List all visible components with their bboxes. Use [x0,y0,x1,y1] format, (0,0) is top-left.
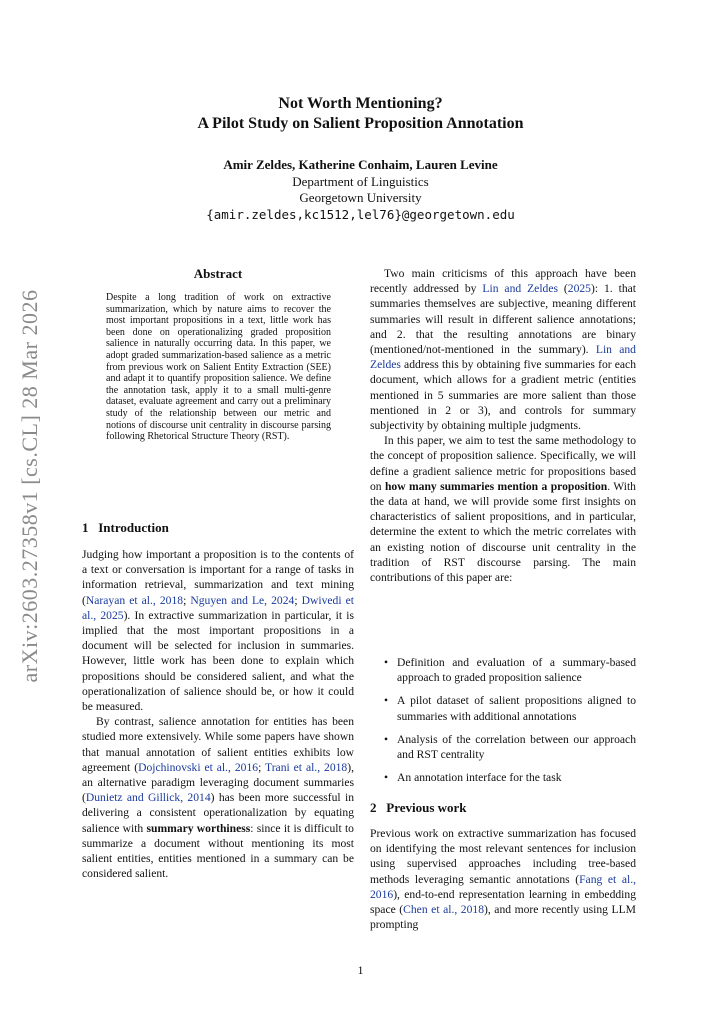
citation-link[interactable]: Dojchinovski et al., 2016 [138,760,259,774]
list-item: • A pilot dataset of salient propositions aligned to summaries with additional annotations [384,693,636,723]
section-number: 2 [370,800,377,815]
bold-term: summary worthiness [146,821,251,835]
list-item: • Analysis of the correlation between our approach and RST centrality [384,732,636,762]
citation-link[interactable]: Trani et al., 2018 [265,760,348,774]
previous-work-text [370,826,636,932]
previous-paragraph-1 [370,826,636,932]
text-run: ; [294,593,302,607]
intro-paragraph-2 [82,714,354,881]
section-number: 1 [82,520,89,535]
section-title: Introduction [98,520,169,535]
text-run: ; [258,760,266,774]
paper-title-line-2: A Pilot Study on Salient Proposition Annotation [197,115,524,132]
affiliation-department: Department of Linguistics [292,174,429,189]
text-run: ). In extractive summarization in particular, it is implied that the most important propositions in a document will be selected for inclusion in summaries. However, little work has been done to explain which propositions should be considered salient, and what the operationalization of salience should be, or how it could be measured. [82,608,355,714]
text-run: ) has been more successful in delivering a consistent operationalization by equating salience with [82,791,355,835]
arxiv-identifier-stamp: arXiv:2603.27358v1 [cs.CL] 28 Mar 2026 [17,289,42,683]
abstract-body: Despite a long tradition of work on extractive summarization, which by nature aims to recover the most important propositions in a text, little work has been done on operationalizing graded proposition salience in naturally occurring data. In this paper, we adopt graded summarization-based salience as a metric from previous work on Salient Entity Extraction (SEE) and adapt it to quantify proposition salience. We define the annotation task, apply it to a small multi-genre dataset, evaluate agreement and carry out a preliminary study of the relationship between our metric and notions of discourse unit centrality in discourse parsing following Rhetorical Structure Theory (RST). [106,292,331,443]
citation-link[interactable]: Lin and Zeldes [482,282,558,296]
author-list: Amir Zeldes, Katherine Conhaim, Lauren Levine [223,157,498,172]
affiliation-university: Georgetown University [299,190,422,205]
text-run: By contrast, salience annotation for entities has been studied more extensively. While some papers have shown that manual annotation of salient entities exhibits low agreement ( [82,715,354,774]
text-run: : since it is difficult to summarize a document without mentioning its most salient entities, entities mentioned in a summary can be considered salient. [82,821,354,881]
citation-link[interactable]: Fang et al., 2016 [370,872,637,901]
abstract-heading: Abstract [193,266,243,281]
citation-link[interactable]: Narayan et al., 2018 [85,593,184,607]
section-title: Previous work [386,800,467,815]
text-run: In this paper, we aim to test the same methodology to the concept of proposition salience. Specifically, we will define a gradient salience metric for propositions based on [370,434,636,493]
citation-link[interactable]: Chen et al., 2018 [403,903,484,917]
section-heading-previous-work [370,800,467,816]
right-paragraph-1: Two main criticisms of this approach have been recently addressed by Lin and Zeldes (2025): 1. that summaries themselves are subjective, meaning different summaries will result in different salience annotations; and 2. that the resulting annotations are binary (mentioned/not-mentioned in the summary). Lin and Zeldes address this by obtaining five summaries for each document, which allows for a gradient metric (entities mentioned in 5 summaries are more salient than those mentioned in 2 or 3), and controls for summary subjectivity by obtaining multiple judgments. [370,267,636,433]
introduction-text [82,547,354,881]
right-paragraph-2 [370,433,636,585]
right-column-text [370,266,636,585]
text-run: address this by obtaining five summaries for each document, which allows for a gradient metric (entities mentioned in 5 summaries are more salient than those mentioned in 2 or 3), and controls for summary subjectivity by obtaining multiple judgments. [370,358,636,433]
citation-link[interactable]: Lin and Zeldes [370,343,636,372]
citation-link[interactable]: Dwivedi et al., 2025 [82,593,354,622]
text-run: ; [183,593,191,607]
citation-year-link[interactable]: 2025 [567,282,591,296]
page-number: 1 [357,963,364,977]
paper-title-line-1: Not Worth Mentioning? [278,95,443,112]
text-run: Judging how important a proposition is to the contents of a text or conversation is important for a range of tasks in information retrieval, summarization and text mining ( [82,548,354,607]
intro-paragraph-1 [82,547,354,714]
list-item: • Definition and evaluation of a summary-based approach to graded proposition salience [384,655,636,685]
contributions-list [384,655,636,793]
text-run: . With the data at hand, we will provide some first insights on characteristics of salient propositions, and in particular, determine the extent to which the metric correlates with an existing notion of discourse unit centrality in the tradition of RST discourse parsing. The main contributions of this paper are: [370,479,636,585]
section-heading-introduction [82,520,169,536]
text-run: Two main criticisms of this approach have been recently addressed by [370,267,636,296]
citation-link[interactable]: Dunietz and Gillick, 2014 [85,791,211,805]
text-run: ), an alternative paradigm leveraging document summaries ( [82,760,354,805]
bold-term: how many summaries mention a proposition [384,479,608,493]
text-run: : 1. that summaries themselves are subjective, meaning different summaries will result in different salience annotations; and 2. that the resulting annotations are binary (mentioned/not-mentioned in the summary). [370,282,636,357]
text-run: Previous work on extractive summarization has focused on identifying the most relevant sentences for inclusion using supervised approaches including tree-based methods leveraging semantic annotations ( [370,827,636,886]
citation-link[interactable]: Nguyen and Le, 2024 [190,593,295,607]
list-item: • An annotation interface for the task [384,770,636,785]
text-run: ), and more recently using LLM prompting [370,903,636,932]
author-emails[interactable]: {amir.zeldes,kc1512,lel76}@georgetown.edu [206,207,515,222]
text-run: ), end-to-end representation learning in embedding space ( [370,887,636,917]
